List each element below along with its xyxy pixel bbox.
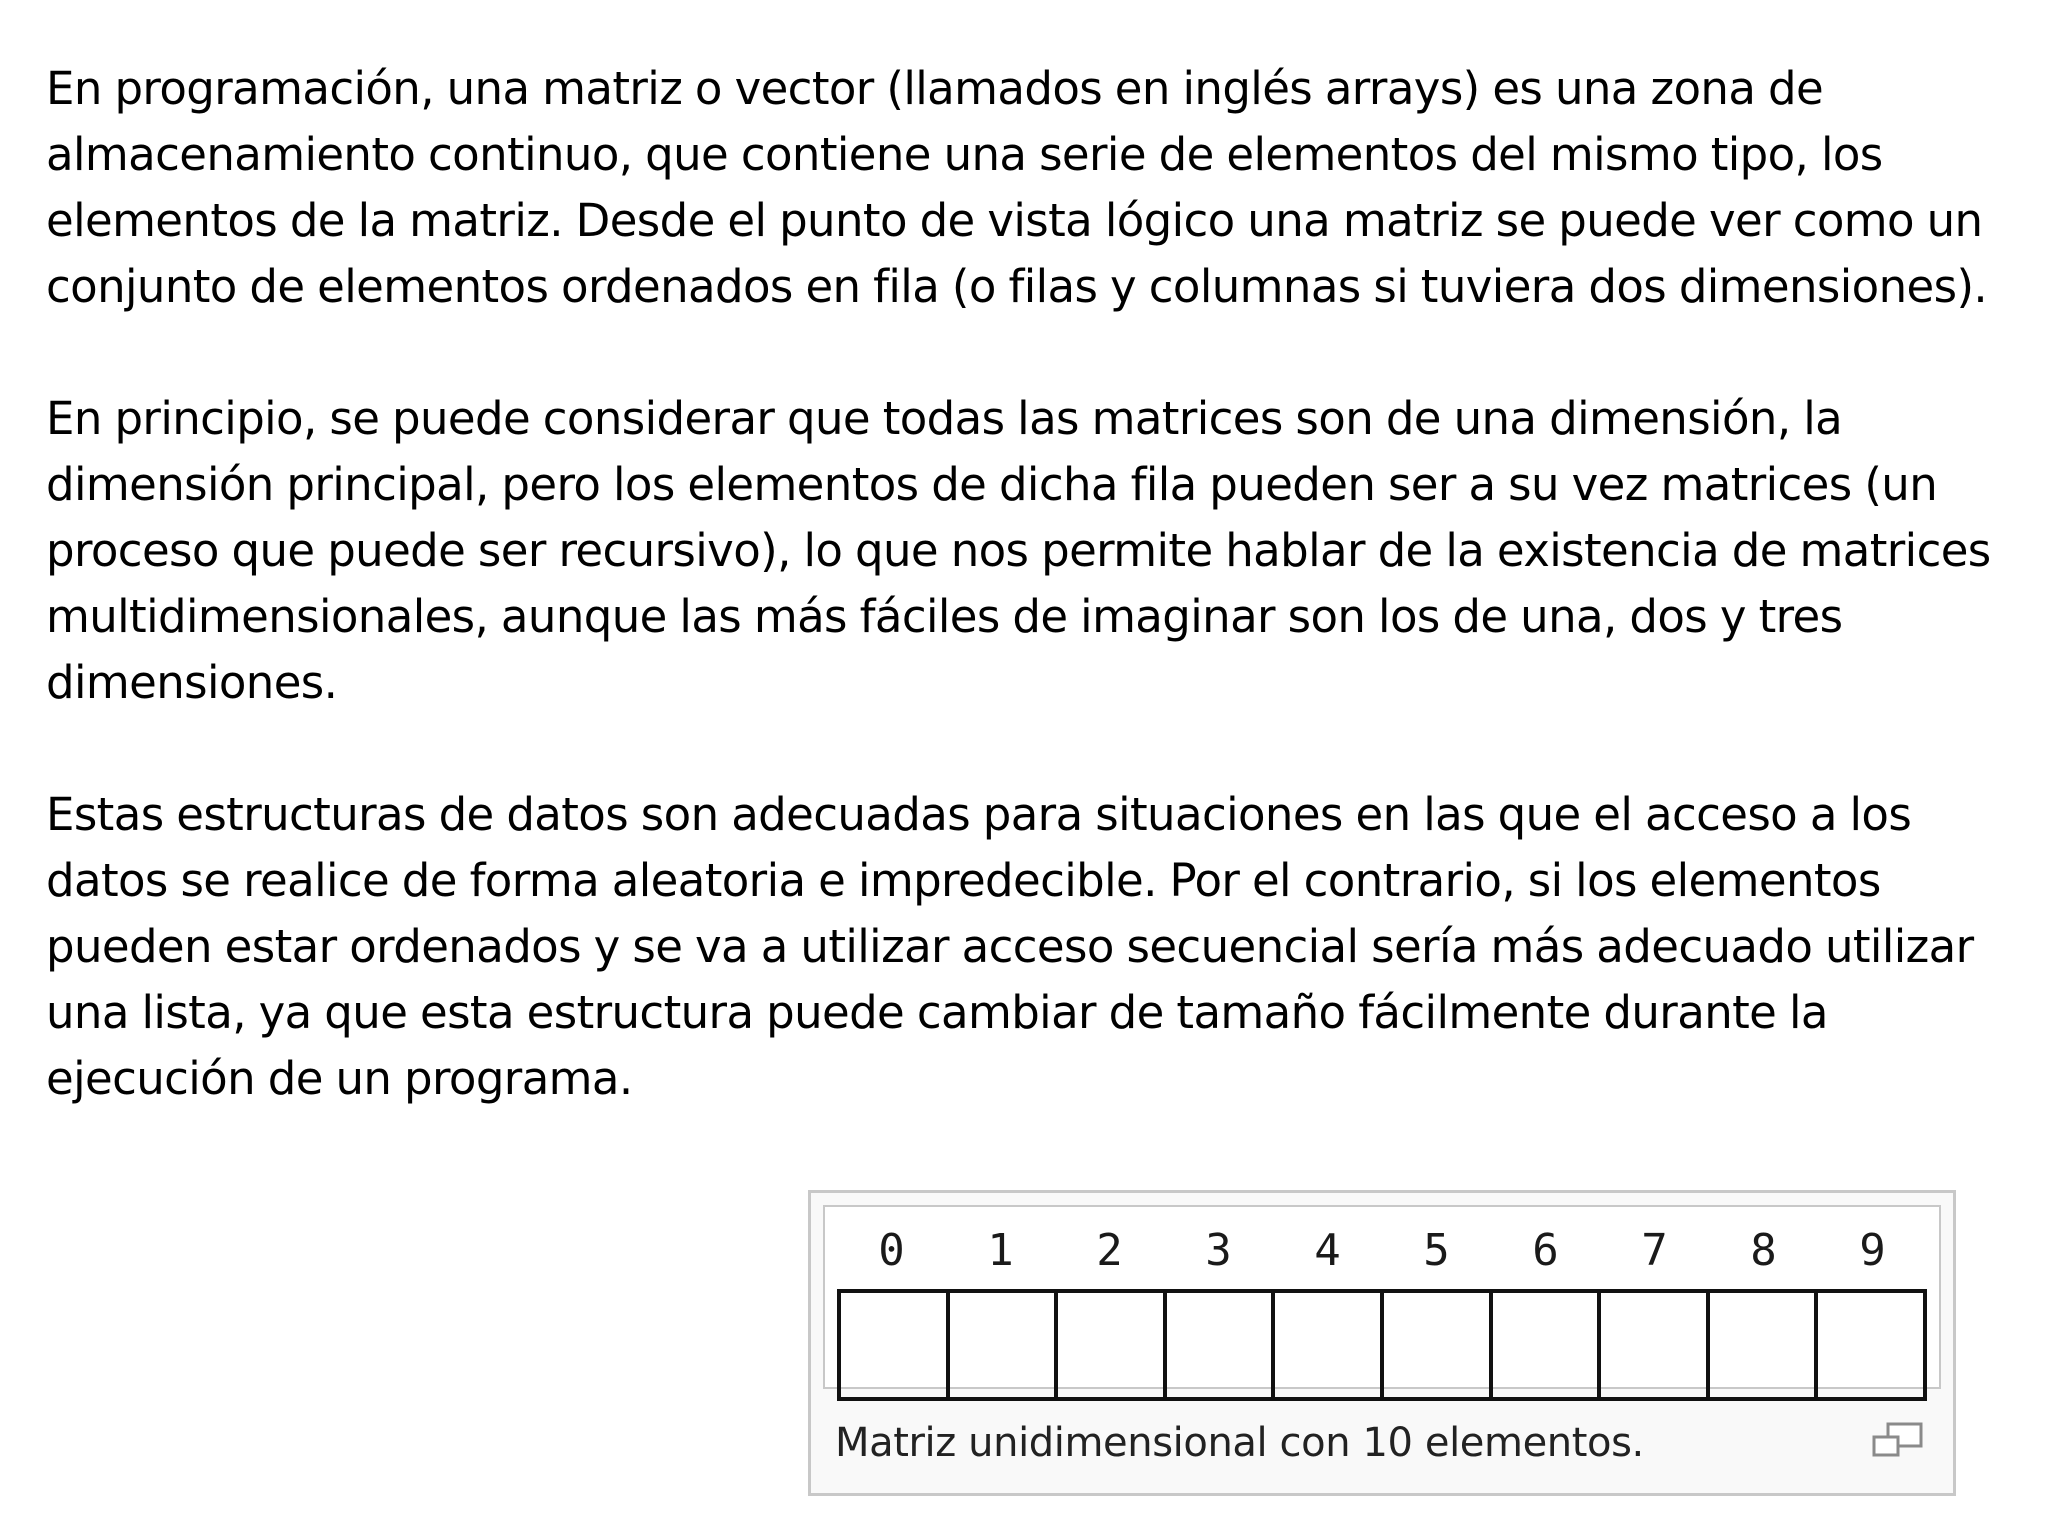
figure-caption-row	[835, 1411, 1935, 1471]
array-cell	[950, 1293, 1059, 1397]
paragraph-2: En principio, se puede considerar que todas las matrices son de una dimensión, la dimensión principal, pero los elementos de dicha fila pueden ser a su vez matrices (un proceso que puede ser recursivo), lo que nos permite hablar de la existencia de matrices multidimensionales, aunque las más fáciles de imaginar son los de una, dos y tres dimensiones.	[46, 392, 1991, 709]
array-cell	[1384, 1293, 1493, 1397]
array-index: 7	[1641, 1225, 1668, 1276]
array-index: 5	[1423, 1225, 1450, 1276]
enlarge-icon[interactable]	[1871, 1421, 1925, 1459]
array-cell	[1275, 1293, 1384, 1397]
array-cell	[1058, 1293, 1167, 1397]
array-index: 4	[1314, 1225, 1341, 1276]
figure-caption: Matriz unidimensional con 10 elementos.	[835, 1420, 1644, 1466]
array-cells	[837, 1289, 1927, 1401]
paragraph-1: En programación, una matriz o vector (llamados en inglés arrays) es una zona de almacenamiento continuo, que contiene una serie de elementos del mismo tipo, los elementos de la matriz. Desde el punto de vista lógico una matriz se puede ver como un conjunto de elementos ordenados en fila (o filas y columnas si tuviera dos dimensiones).	[46, 62, 1988, 313]
array-cell	[1710, 1293, 1819, 1397]
paragraph-3: Estas estructuras de datos son adecuadas para situaciones en las que el acceso a los datos se realice de forma aleatoria e impredecible. Por el contrario, si los elementos pueden estar ordenados y se va a utilizar acceso secuencial sería más adecuado utilizar una lista, ya que esta estructura puede cambiar de tamaño fácilmente durante la ejecución de un programa.	[46, 788, 1974, 1105]
array-cell	[1493, 1293, 1602, 1397]
array-index: 2	[1096, 1225, 1123, 1276]
array-cell	[841, 1293, 950, 1397]
array-cell	[1601, 1293, 1710, 1397]
array-cell	[1167, 1293, 1276, 1397]
array-index: 0	[878, 1225, 905, 1276]
array-diagram	[823, 1205, 1941, 1389]
array-index-row	[837, 1225, 1927, 1277]
array-index: 3	[1205, 1225, 1232, 1276]
array-index: 9	[1859, 1225, 1886, 1276]
array-index: 8	[1750, 1225, 1777, 1276]
document-body	[46, 56, 2016, 1112]
array-index: 1	[987, 1225, 1014, 1276]
array-index: 6	[1532, 1225, 1559, 1276]
array-figure	[808, 1190, 1956, 1496]
array-cell	[1818, 1293, 1927, 1397]
